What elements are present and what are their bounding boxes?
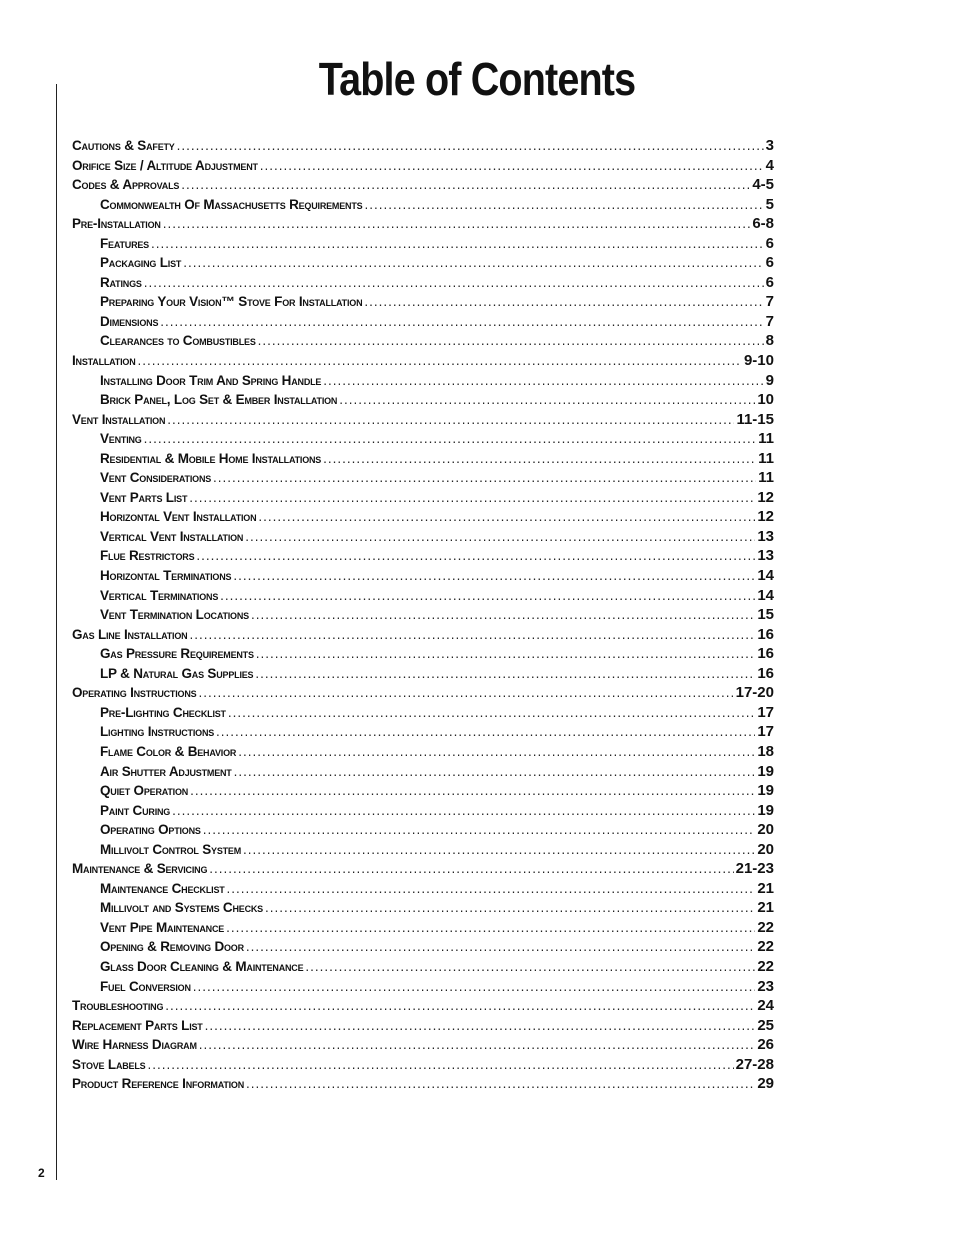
toc-entry-page: 9 bbox=[765, 371, 774, 389]
toc-entry-page: 6 bbox=[765, 254, 774, 272]
toc-entry-label: Flame Color & Behavior bbox=[100, 743, 237, 759]
toc-entry-label: Wire Harness Diagram bbox=[72, 1037, 197, 1053]
toc-entry[interactable] bbox=[72, 410, 774, 430]
toc-entry-label: Pre-Installation bbox=[72, 216, 161, 232]
toc-entry[interactable] bbox=[72, 527, 774, 547]
toc-entry-page: 17-20 bbox=[735, 684, 774, 702]
toc-entry[interactable] bbox=[72, 820, 774, 840]
toc-entry[interactable] bbox=[72, 918, 774, 938]
dot-leader bbox=[238, 742, 755, 762]
toc-entry[interactable] bbox=[72, 664, 774, 684]
toc-entry-label: Pre-Lighting Checklist bbox=[100, 704, 226, 720]
toc-entry-label: Vertical Vent Installation bbox=[100, 528, 244, 544]
dot-leader bbox=[144, 429, 757, 449]
toc-entry-page: 9-10 bbox=[743, 352, 774, 370]
toc-entry-label: Vent Parts List bbox=[100, 489, 188, 505]
toc-entry-label: Horizontal Terminations bbox=[100, 568, 232, 584]
toc-entry-page: 26 bbox=[757, 1036, 774, 1054]
dot-leader bbox=[199, 1035, 756, 1055]
dot-leader bbox=[181, 175, 750, 195]
toc-entry[interactable] bbox=[72, 801, 774, 821]
toc-entry[interactable] bbox=[72, 996, 774, 1016]
toc-entry[interactable] bbox=[72, 566, 774, 586]
toc-entry-label: Vertical Terminations bbox=[100, 587, 219, 603]
toc-entry-label: Packaging List bbox=[100, 255, 182, 271]
toc-entry-label: Ratings bbox=[100, 274, 142, 290]
toc-entry[interactable] bbox=[72, 742, 774, 762]
toc-entry-label: Commonwealth Of Massachusetts Requirements bbox=[100, 196, 363, 212]
toc-entry[interactable] bbox=[72, 977, 774, 997]
toc-entry[interactable] bbox=[72, 214, 774, 234]
toc-entry[interactable] bbox=[72, 879, 774, 899]
toc-entry[interactable] bbox=[72, 1016, 774, 1036]
toc-entry-page: 11-15 bbox=[736, 410, 774, 428]
toc-entry[interactable] bbox=[72, 859, 774, 879]
toc-entry-label: Preparing Your Vision™ Stove For Installation bbox=[100, 294, 363, 310]
toc-entry-page: 11 bbox=[758, 430, 774, 448]
toc-entry-page: 21 bbox=[757, 879, 774, 897]
toc-entry-label: Fuel Conversion bbox=[100, 978, 191, 994]
dot-leader bbox=[260, 156, 764, 176]
toc-entry-page: 12 bbox=[757, 508, 774, 526]
toc-entry[interactable] bbox=[72, 449, 774, 469]
dot-leader bbox=[364, 292, 763, 312]
toc-entry-page: 6 bbox=[765, 234, 774, 252]
toc-entry-page: 5 bbox=[765, 195, 774, 213]
toc-entry[interactable] bbox=[72, 371, 774, 391]
dot-leader bbox=[189, 488, 755, 508]
page-title: Table of Contents bbox=[318, 53, 636, 105]
toc-entry-page: 8 bbox=[765, 332, 774, 350]
toc-entry-page: 19 bbox=[757, 782, 774, 800]
toc-entry-label: Opening & Removing Door bbox=[100, 939, 244, 955]
toc-entry-label: Venting bbox=[100, 431, 142, 447]
dot-leader bbox=[138, 351, 742, 371]
toc-entry-page: 6 bbox=[765, 273, 774, 291]
toc-entry-page: 16 bbox=[757, 645, 774, 663]
dot-leader bbox=[177, 136, 764, 156]
toc-entry[interactable] bbox=[72, 351, 774, 371]
toc-entry-page: 18 bbox=[757, 742, 774, 760]
toc-entry[interactable] bbox=[72, 468, 774, 488]
table-of-contents bbox=[72, 136, 774, 1094]
dot-leader bbox=[227, 879, 756, 899]
toc-entry-page: 20 bbox=[757, 840, 774, 858]
toc-entry-page: 19 bbox=[757, 801, 774, 819]
toc-entry-page: 11 bbox=[758, 449, 774, 467]
toc-entry[interactable] bbox=[72, 625, 774, 645]
toc-entry-page: 22 bbox=[757, 957, 774, 975]
dot-leader bbox=[255, 664, 755, 684]
dot-leader bbox=[258, 331, 764, 351]
toc-entry[interactable] bbox=[72, 312, 774, 332]
toc-entry[interactable] bbox=[72, 195, 774, 215]
dot-leader bbox=[245, 527, 755, 547]
toc-entry-label: Clearances to Combustibles bbox=[100, 333, 256, 349]
toc-entry-label: Flue Restrictors bbox=[100, 548, 195, 564]
toc-entry-label: Gas Pressure Requirements bbox=[100, 646, 254, 662]
dot-leader bbox=[205, 1016, 756, 1036]
toc-entry-label: Vent Considerations bbox=[100, 470, 212, 486]
toc-entry[interactable] bbox=[72, 586, 774, 606]
toc-entry-label: Stove Labels bbox=[72, 1056, 146, 1072]
toc-entry[interactable] bbox=[72, 390, 774, 410]
dot-leader bbox=[265, 898, 755, 918]
toc-entry[interactable] bbox=[72, 1074, 774, 1094]
dot-leader bbox=[190, 781, 755, 801]
toc-entry-label: Vent Pipe Maintenance bbox=[100, 919, 225, 935]
dot-leader bbox=[167, 410, 734, 430]
dot-leader bbox=[323, 449, 756, 469]
dot-leader bbox=[163, 214, 751, 234]
dot-leader bbox=[198, 683, 733, 703]
dot-leader bbox=[339, 390, 755, 410]
toc-entry[interactable] bbox=[72, 331, 774, 351]
toc-entry-page: 23 bbox=[757, 977, 774, 995]
toc-entry-page: 4-5 bbox=[752, 176, 774, 194]
dot-leader bbox=[246, 1074, 755, 1094]
dot-leader bbox=[220, 586, 755, 606]
toc-entry[interactable] bbox=[72, 781, 774, 801]
toc-entry[interactable] bbox=[72, 840, 774, 860]
toc-entry-label: Residential & Mobile Home Installations bbox=[100, 450, 322, 466]
toc-entry-label: Millivolt and Systems Checks bbox=[100, 900, 263, 916]
toc-entry-page: 20 bbox=[757, 821, 774, 839]
dot-leader bbox=[246, 937, 755, 957]
toc-entry-label: Operating Instructions bbox=[72, 685, 197, 701]
toc-entry[interactable] bbox=[72, 429, 774, 449]
toc-entry-page: 13 bbox=[757, 527, 774, 545]
toc-entry[interactable] bbox=[72, 253, 774, 273]
page-number: 2 bbox=[38, 1166, 45, 1180]
toc-entry-page: 27-28 bbox=[735, 1055, 774, 1073]
dot-leader bbox=[144, 273, 764, 293]
toc-entry-label: Quiet Operation bbox=[100, 783, 189, 799]
toc-entry-label: Paint Curing bbox=[100, 802, 171, 818]
dot-leader bbox=[256, 644, 756, 664]
toc-entry-label: Air Shutter Adjustment bbox=[100, 763, 232, 779]
toc-entry-label: Dimensions bbox=[100, 313, 159, 329]
dot-leader bbox=[209, 859, 733, 879]
toc-entry-label: Troubleshooting bbox=[72, 998, 164, 1014]
toc-entry-page: 14 bbox=[757, 567, 774, 585]
toc-entry-page: 16 bbox=[757, 664, 774, 682]
dot-leader bbox=[147, 1055, 733, 1075]
toc-entry-page: 22 bbox=[757, 938, 774, 956]
dot-leader bbox=[203, 820, 756, 840]
toc-entry-label: Glass Door Cleaning & Maintenance bbox=[100, 958, 304, 974]
toc-entry-page: 11 bbox=[758, 469, 774, 487]
toc-entry-label: Product Reference Information bbox=[72, 1076, 245, 1092]
toc-entry-label: Features bbox=[100, 235, 149, 251]
toc-entry-page: 16 bbox=[757, 625, 774, 643]
toc-entry-page: 6-8 bbox=[752, 215, 774, 233]
dot-leader bbox=[196, 546, 755, 566]
toc-entry-page: 14 bbox=[757, 586, 774, 604]
toc-entry-page: 21-23 bbox=[735, 860, 774, 878]
toc-entry-page: 24 bbox=[757, 997, 774, 1015]
toc-entry-label: Brick Panel, Log Set & Ember Installation bbox=[100, 392, 338, 408]
dot-leader bbox=[233, 566, 755, 586]
toc-entry-label: Orifice Size / Altitude Adjustment bbox=[72, 157, 258, 173]
toc-entry-page: 10 bbox=[757, 391, 774, 409]
toc-entry-label: Vent Installation bbox=[72, 411, 166, 427]
toc-entry[interactable] bbox=[72, 1055, 774, 1075]
toc-entry-label: LP & Natural Gas Supplies bbox=[100, 665, 254, 681]
toc-entry[interactable] bbox=[72, 175, 774, 195]
toc-entry-page: 17 bbox=[757, 723, 774, 741]
dot-leader bbox=[323, 371, 763, 391]
toc-entry-label: Vent Termination Locations bbox=[100, 607, 249, 623]
dot-leader bbox=[165, 996, 755, 1016]
dot-leader bbox=[305, 957, 755, 977]
toc-entry-label: Maintenance & Servicing bbox=[72, 861, 208, 877]
dot-leader bbox=[213, 468, 756, 488]
toc-entry[interactable] bbox=[72, 683, 774, 703]
toc-entry-label: Replacement Parts List bbox=[72, 1017, 203, 1033]
toc-entry[interactable] bbox=[72, 937, 774, 957]
toc-entry-label: Cautions & Safety bbox=[72, 138, 175, 153]
toc-entry[interactable] bbox=[72, 546, 774, 566]
toc-entry-page: 7 bbox=[765, 293, 774, 311]
toc-entry-label: Installing Door Trim And Spring Handle bbox=[100, 372, 322, 388]
dot-leader bbox=[251, 605, 755, 625]
toc-entry-page: 19 bbox=[757, 762, 774, 780]
toc-entry-page: 29 bbox=[757, 1075, 774, 1093]
toc-entry[interactable] bbox=[72, 273, 774, 293]
dot-leader bbox=[183, 253, 763, 273]
toc-entry-page: 7 bbox=[765, 312, 774, 330]
dot-leader bbox=[193, 977, 756, 997]
toc-entry-label: Maintenance Checklist bbox=[100, 880, 225, 896]
toc-entry[interactable] bbox=[72, 703, 774, 723]
toc-entry-label: Horizontal Vent Installation bbox=[100, 509, 257, 525]
dot-leader bbox=[258, 507, 755, 527]
dot-leader bbox=[151, 234, 764, 254]
dot-leader bbox=[234, 762, 756, 782]
toc-entry[interactable] bbox=[72, 605, 774, 625]
dot-leader bbox=[189, 625, 755, 645]
toc-entry-label: Millivolt Control System bbox=[100, 841, 242, 857]
toc-entry[interactable] bbox=[72, 156, 774, 176]
toc-entry-page: 25 bbox=[757, 1016, 774, 1034]
dot-leader bbox=[228, 703, 755, 723]
toc-entry-page: 21 bbox=[757, 899, 774, 917]
toc-entry-page: 17 bbox=[757, 703, 774, 721]
toc-entry[interactable] bbox=[72, 644, 774, 664]
toc-entry[interactable] bbox=[72, 507, 774, 527]
toc-entry[interactable] bbox=[72, 234, 774, 254]
toc-entry[interactable] bbox=[72, 722, 774, 742]
toc-entry[interactable] bbox=[72, 762, 774, 782]
toc-entry-page: 12 bbox=[757, 488, 774, 506]
toc-entry-page: 22 bbox=[757, 918, 774, 936]
toc-entry-page: 4 bbox=[765, 156, 774, 174]
dot-leader bbox=[226, 918, 755, 938]
dot-leader bbox=[172, 801, 755, 821]
dot-leader bbox=[243, 840, 755, 860]
toc-entry[interactable] bbox=[72, 292, 774, 312]
toc-entry-label: Codes & Approvals bbox=[72, 177, 180, 193]
dot-leader bbox=[160, 312, 763, 332]
toc-entry-page: 13 bbox=[757, 547, 774, 565]
dot-leader bbox=[364, 195, 763, 215]
toc-entry[interactable] bbox=[72, 136, 774, 156]
toc-entry[interactable] bbox=[72, 1035, 774, 1055]
toc-entry-label: Gas Line Installation bbox=[72, 626, 188, 642]
toc-entry[interactable] bbox=[72, 488, 774, 508]
toc-entry[interactable] bbox=[72, 957, 774, 977]
toc-entry-label: Installation bbox=[72, 353, 136, 369]
toc-entry-page: 15 bbox=[757, 606, 774, 624]
toc-entry-label: Lighting Instructions bbox=[100, 724, 215, 740]
toc-entry-page: 3 bbox=[765, 137, 774, 154]
dot-leader bbox=[216, 722, 755, 742]
toc-entry-label: Operating Options bbox=[100, 822, 201, 838]
toc-entry[interactable] bbox=[72, 898, 774, 918]
margin-rule bbox=[56, 84, 57, 1180]
